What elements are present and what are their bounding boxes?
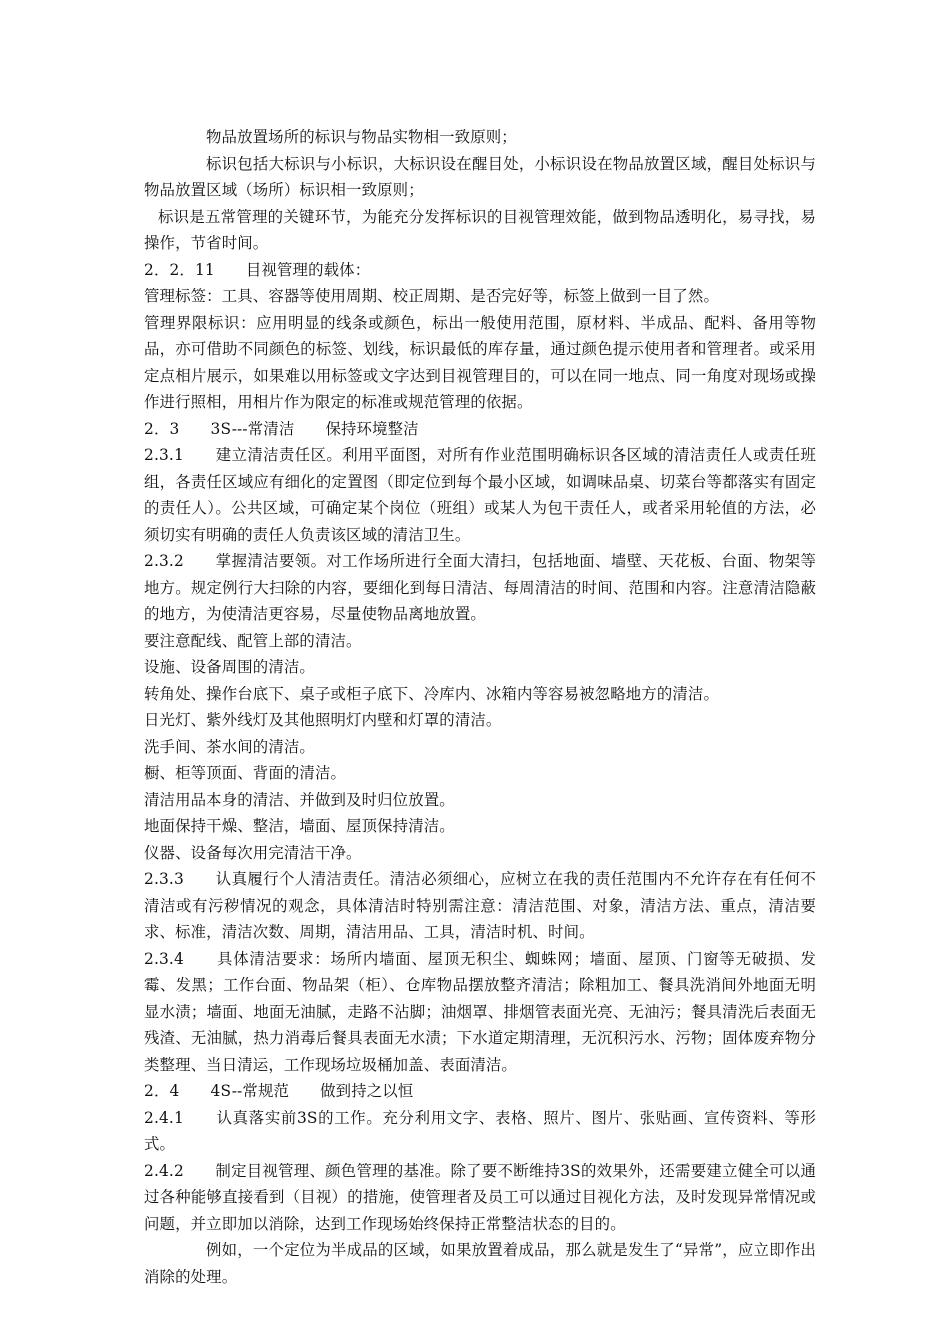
list-item-cabinets: 橱、柜等顶面、背面的清洁。	[144, 764, 347, 782]
paragraph-label-principle: 物品放置场所的标识与物品实物相一致原则；	[206, 128, 517, 146]
paragraph-management-tags: 管理标签：工具、容器等使用周期、校正周期、是否完好等，标签上做到一目了然。	[144, 287, 720, 305]
list-item-facilities: 设施、设备周围的清洁。	[144, 658, 315, 676]
paragraph-2-3-4: 2.3.4 具体清洁要求：场所内墙面、屋顶无积尘、蜘蛛网；墙面、屋顶、门窗等无破损、发霉、发黑；工作台面、物品架（柜）、仓库物品摆放整齐清洁；除粗加工、餐具洗消间外地面无明显水渍；墙面、地面无油腻，走路不沾脚；油烟罩、排烟管表面光亮、无油污；餐具清洗后表面无残渣、无油腻，热力消毒后餐具表面无水渍；下水道定期清理，无沉积污水、污物；固体废弃物分类整理、当日清运，工作现场垃圾桶加盖、表面清洁。	[144, 949, 816, 1074]
paragraph-2-4-2: 2.4.2 制定目视管理、颜色管理的基准。除了要不断维持3S的效果外，还需要建立健全可以通过各种能够直接看到（目视）的措施，使管理者及员工可以通过目视化方法，及时发现异常情况或问题，并立即加以消除，达到工作现场始终保持正常整洁状态的目的。	[144, 1161, 816, 1233]
paragraph-2-3-3: 2.3.3 认真履行个人清洁责任。清洁必须细心，应树立在我的责任范围内不允许存在有任何不清洁或有污秽情况的观念，具体清洁时特别需注意：清洁范围、对象，清洁方法、重点，清洁要求、标准，清洁次数、周期，清洁用品、工具，清洁时机、时间。	[144, 870, 816, 941]
paragraph-label-size-principle: 标识包括大标识与小标识，大标识设在醒目处，小标识设在物品放置区域，醒目处标识与物品放置区域（场所）标识相一致原则；	[144, 154, 816, 199]
list-item-corners: 转角处、操作台底下、桌子或柜子底下、冷库内、冰箱内等容易被忽略地方的清洁。	[144, 684, 720, 703]
paragraph-example: 例如，一个定位为半成品的区域，如果放置着成品，那么就是发生了“异常”，应立即作出消除的处理。	[144, 1241, 816, 1286]
section-heading-2-2-11: 2．2．11 目视管理的载体：	[144, 260, 371, 279]
list-item-wiring: 要注意配线、配管上部的清洁。	[144, 631, 362, 650]
list-item-floor: 地面保持干燥、整洁，墙面、屋顶保持清洁。	[144, 817, 455, 835]
paragraph-2-3-2: 2.3.2 掌握清洁要领。对工作场所进行全面大清扫，包括地面、墙壁、天花板、台面、物架等地方。规定例行大扫除的内容，要细化到每日清洁、每周清洁的时间、范围和内容。注意清洁隐蔽的地方，为使清洁更容易，尽量使物品离地放置。	[144, 552, 816, 623]
section-heading-2-3: 2．3 3S---常清洁 保持环境整洁	[144, 419, 419, 438]
list-item-instruments: 仪器、设备每次用完清洁干净。	[144, 843, 362, 862]
paragraph-2-3-1: 2.3.1 建立清洁责任区。利用平面图，对所有作业范围明确标识各区域的清洁责任人或责任班组，各责任区域应有细化的定置图（即定位到每个最小区域，如调味品桌、切菜台等都落实有固定的责任人）。公共区域，可确定某个岗位（班组）或某人为包干责任人，或者采用轮值的方法，必须切实有明确的责任人负责该区域的清洁卫生。	[144, 446, 816, 544]
paragraph-boundary-labels: 管理界限标识：应用明显的线条或颜色，标出一般使用范围，原材料、半成品、配料、备用等物品，亦可借助不同颜色的标签、划线，标识最低的库存量，通过颜色提示使用者和管理者。或采用定点相片展示，如果难以用标签或文字达到目视管理目的，可以在同一地点、同一角度对现场或操作进行照相，用相片作为限定的标准或规范管理的依据。	[144, 313, 816, 411]
section-heading-2-4: 2．4 4S--常规范 做到持之以恒	[144, 1082, 414, 1100]
paragraph-label-importance: 标识是五常管理的关键环节，为能充分发挥标识的目视管理效能，做到物品透明化，易寻找，易操作，节省时间。	[144, 207, 816, 252]
paragraph-2-4-1: 2.4.1 认真落实前3S的工作。充分利用文字、表格、照片、图片、张贴画、宣传资料、等形式。	[144, 1108, 816, 1153]
list-item-cleaning-tools: 清洁用品本身的清洁、并做到及时归位放置。	[144, 790, 455, 809]
document-body	[144, 124, 816, 1290]
list-item-lamps: 日光灯、紫外线灯及其他照明灯内壁和灯罩的清洁。	[144, 711, 502, 729]
list-item-restrooms: 洗手间、茶水间的清洁。	[144, 737, 315, 756]
